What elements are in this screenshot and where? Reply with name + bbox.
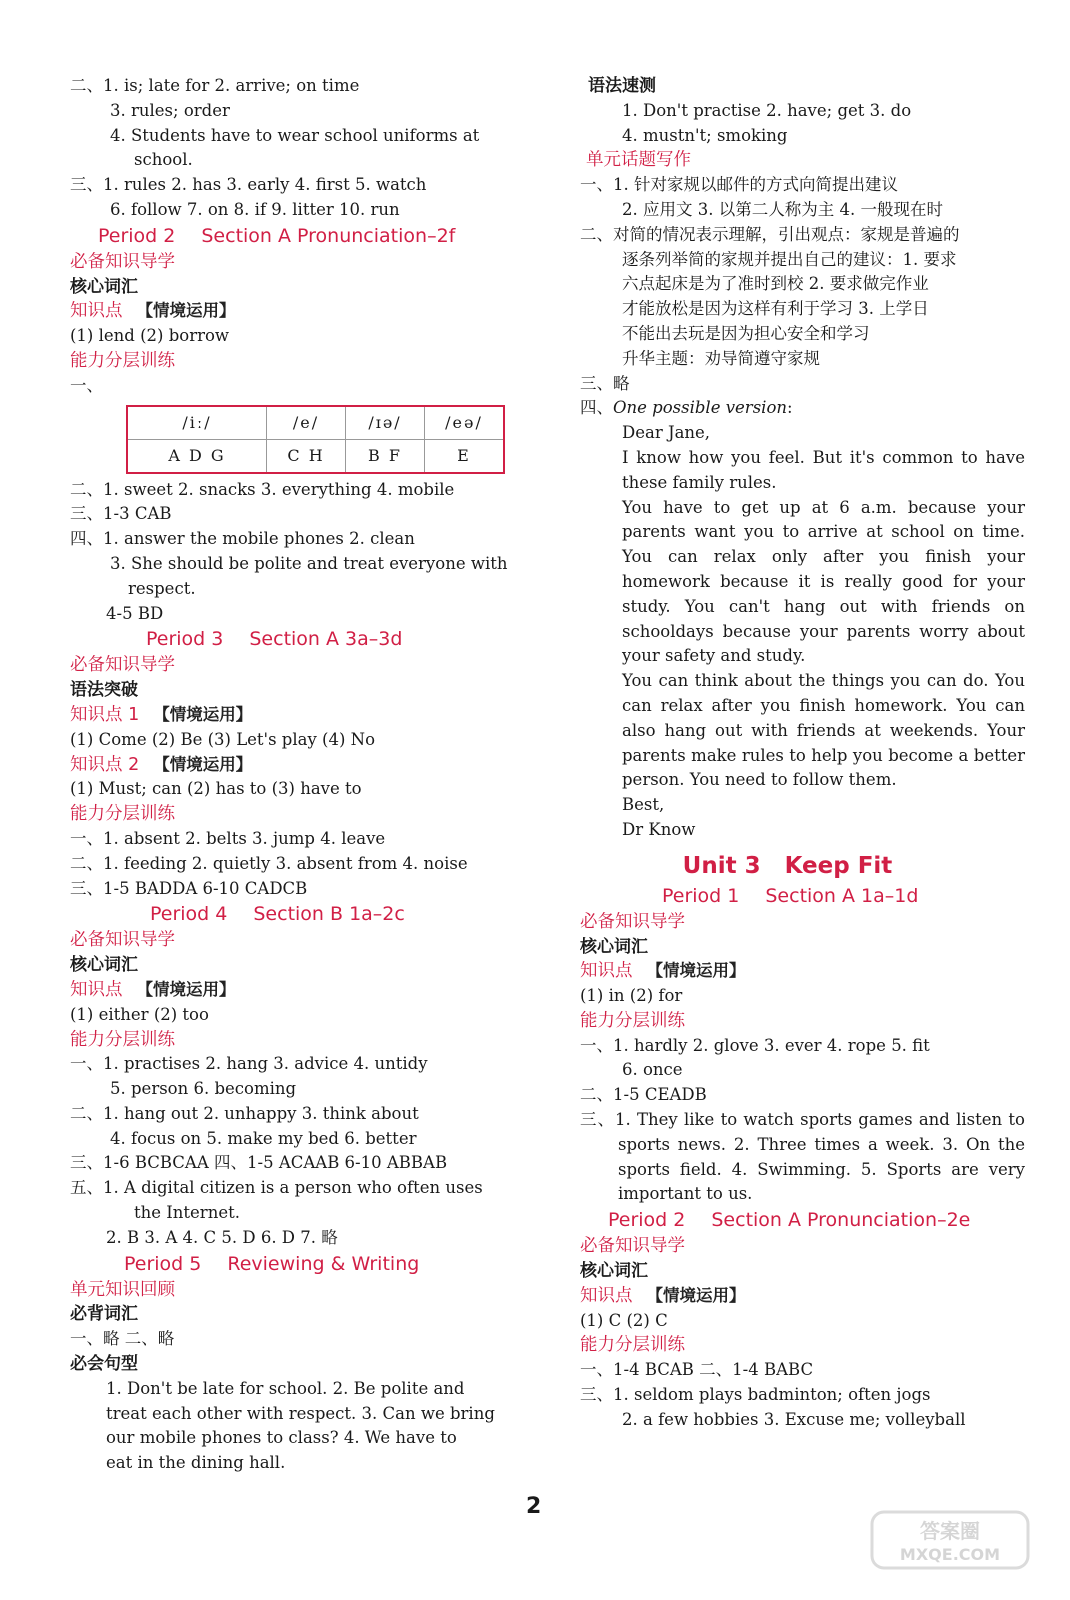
answer-line: 三、1-5 BADDA 6-10 CADCB bbox=[70, 878, 308, 898]
knowledge-point: 知识点 【情境运用】 bbox=[580, 961, 746, 982]
answer-line: 4-5 BD bbox=[106, 603, 164, 623]
answer-line: 二、1. feeding 2. quietly 3. absent from 4. noise bbox=[70, 853, 468, 873]
subsection-heading: 必背词汇 bbox=[70, 1304, 138, 1325]
answer-line: our mobile phones to class? 4. We have to bbox=[106, 1428, 457, 1448]
subsection-heading: 语法速测 bbox=[588, 76, 656, 96]
answer-line: respect. bbox=[128, 578, 196, 598]
answer-line: 4. focus on 5. make my bed 6. better bbox=[110, 1128, 417, 1148]
answer-line: 2. a few hobbies 3. Excuse me; volleyball bbox=[622, 1409, 966, 1429]
section-heading: 必备知识导学 bbox=[70, 930, 175, 951]
period-heading: Period 5 Reviewing & Writing bbox=[124, 1252, 420, 1275]
page-number: 2 bbox=[526, 1494, 542, 1519]
subsection-heading: 核心词汇 bbox=[580, 936, 648, 957]
section-heading: 能力分层训练 bbox=[580, 1010, 685, 1031]
answer-line: (1) C (2) C bbox=[580, 1310, 668, 1330]
answer-line: 3. rules; order bbox=[110, 100, 230, 120]
letter-paragraph: You have to get up at 6 a.m. because your parents want you to arrive at school on time. You can relax only after you finish your homework because it is really good for your study. You can't hang out with friends on schooldays because your parents worry about your safety and study. bbox=[622, 497, 1025, 666]
knowledge-point: 知识点 【情境运用】 bbox=[580, 1285, 746, 1306]
answer-line: 三、1. rules 2. has 3. early 4. first 5. watch bbox=[70, 175, 427, 195]
answer-line: (1) in (2) for bbox=[580, 986, 683, 1006]
section-heading: 能力分层训练 bbox=[70, 1029, 175, 1050]
period-heading: Period 1 Section A 1a–1d bbox=[662, 884, 919, 907]
answer-line: 一、1. hardly 2. glove 3. ever 4. rope 5. fit bbox=[580, 1035, 930, 1055]
svg-text:答案圈: 答案圈 bbox=[920, 1519, 980, 1543]
answer-line: (1) Must; can (2) has to (3) have to bbox=[70, 779, 362, 799]
writing-point: 二、对简的情况表示理解，引出观点：家规是普遍的 bbox=[580, 224, 960, 244]
answer-line: 1. Don't be late for school. 2. Be polite and bbox=[106, 1378, 465, 1398]
writing-point: 逐条列举简的家规并提出自己的建议：1. 要求 bbox=[622, 249, 957, 269]
left-column bbox=[70, 74, 510, 1476]
table-header: /eə/ bbox=[425, 406, 505, 440]
answer-line: 二、1. sweet 2. snacks 3. everything 4. mobile bbox=[70, 479, 455, 499]
answer-line: 三、1. seldom plays badminton; often jogs bbox=[580, 1385, 931, 1405]
subsection-heading: 必会句型 bbox=[70, 1354, 138, 1375]
period-heading: Period 2 Section A Pronunciation–2e bbox=[608, 1209, 971, 1232]
writing-point: 才能放松是因为这样有利于学习 3. 上学日 bbox=[622, 299, 929, 319]
table-header: /ɪə/ bbox=[346, 406, 425, 440]
answer-line: 三、1-3 CAB bbox=[70, 504, 172, 524]
answer-line: 四、1. answer the mobile phones 2. clean bbox=[70, 529, 415, 549]
table-row bbox=[127, 439, 504, 473]
answer-line: 一、 bbox=[70, 375, 103, 395]
answer-line: 一、1-4 BCAB 二、1-4 BABC bbox=[580, 1360, 814, 1380]
answer-line: 4. mustn't; smoking bbox=[622, 125, 788, 145]
writing-point: 不能出去玩是因为担心安全和学习 bbox=[622, 323, 870, 343]
table-cell: A D G bbox=[127, 439, 267, 473]
answer-line: 3. She should be polite and treat everyone with bbox=[110, 553, 508, 573]
table-header: /iː/ bbox=[127, 406, 267, 440]
period-heading: Period 4 Section B 1a–2c bbox=[150, 903, 405, 926]
writing-point: 2. 应用文 3. 以第二人称为主 4. 一般现在时 bbox=[622, 199, 943, 219]
answer-line: eat in the dining hall. bbox=[106, 1453, 286, 1473]
answer-line: 2. B 3. A 4. C 5. D 6. D 7. 略 bbox=[106, 1227, 338, 1247]
answer-line: school. bbox=[134, 150, 193, 170]
section-heading: 能力分层训练 bbox=[580, 1335, 685, 1356]
subsection-heading: 核心词汇 bbox=[70, 276, 138, 297]
table-cell: C H bbox=[267, 439, 346, 473]
answer-line: (1) either (2) too bbox=[70, 1004, 209, 1024]
answer-line: 三、1. They like to watch sports games and listen to sports news. 2. Three times a week. 3. On the sports field. 4. Swimming. 5. Sports are very important to us. bbox=[580, 1110, 1025, 1204]
table-header-row bbox=[127, 406, 504, 440]
section-heading: 能力分层训练 bbox=[70, 350, 175, 371]
section-heading: 能力分层训练 bbox=[70, 804, 175, 825]
writing-point: 升华主题：劝导简遵守家规 bbox=[622, 348, 820, 368]
unit-title: Unit 3 Keep Fit bbox=[682, 852, 893, 879]
subsection-heading: 核心词汇 bbox=[70, 955, 138, 976]
section-heading: 必备知识导学 bbox=[70, 251, 175, 272]
period-heading: Period 2 Section A Pronunciation–2f bbox=[98, 224, 456, 247]
answer-line: 一、略 二、略 bbox=[70, 1329, 175, 1349]
answer-line: 5. person 6. becoming bbox=[110, 1079, 297, 1099]
answer-line: 6. once bbox=[622, 1060, 683, 1080]
knowledge-point: 知识点 2 【情境运用】 bbox=[70, 754, 253, 775]
phonetics-table bbox=[126, 405, 505, 474]
section-heading: 单元话题写作 bbox=[586, 150, 691, 171]
answer-line: (1) Come (2) Be (3) Let's play (4) No bbox=[70, 729, 376, 749]
writing-point: 六点起床是为了准时到校 2. 要求做完作业 bbox=[622, 274, 929, 294]
section-heading: 必备知识导学 bbox=[70, 655, 175, 676]
section-heading: 单元知识回顾 bbox=[70, 1279, 175, 1300]
answer-line: the Internet. bbox=[134, 1203, 240, 1223]
answer-line: 6. follow 7. on 8. if 9. litter 10. run bbox=[110, 199, 400, 219]
letter-greeting: Dear Jane, bbox=[622, 423, 711, 443]
section-heading: 必备知识导学 bbox=[580, 1236, 685, 1257]
table-cell: E bbox=[425, 439, 505, 473]
answer-line: 一、1. absent 2. belts 3. jump 4. leave bbox=[70, 828, 386, 848]
letter-closing: Best, bbox=[622, 795, 665, 815]
answer-line: 三、1-6 BCBCAA 四、1-5 ACAAB 6-10 ABBAB bbox=[70, 1153, 448, 1173]
answer-line: 二、1. is; late for 2. arrive; on time bbox=[70, 76, 360, 95]
right-column bbox=[580, 74, 1025, 1433]
letter-signature: Dr Know bbox=[622, 819, 696, 839]
answer-line: 五、1. A digital citizen is a person who often uses bbox=[70, 1178, 483, 1198]
answer-line: 一、1. practises 2. hang 3. advice 4. untidy bbox=[70, 1054, 428, 1074]
subsection-heading: 语法突破 bbox=[70, 680, 138, 701]
watermark-logo bbox=[870, 1508, 1030, 1572]
answer-line: treat each other with respect. 3. Can we bring bbox=[106, 1403, 495, 1423]
section-heading: 必备知识导学 bbox=[580, 911, 685, 932]
writing-point: 三、略 bbox=[580, 373, 630, 393]
subsection-heading: 核心词汇 bbox=[580, 1261, 648, 1282]
letter-paragraph: I know how you feel. But it's common to have these family rules. bbox=[622, 447, 1025, 492]
writing-point: 一、1. 针对家规以邮件的方式向简提出建议 bbox=[580, 175, 898, 195]
knowledge-point: 知识点 【情境运用】 bbox=[70, 301, 236, 322]
svg-text:MXQE.COM: MXQE.COM bbox=[899, 1545, 1001, 1564]
letter-paragraph: You can think about the things you can do. You can relax after you finish homework. You can also hang out with friends at weekends. Your parents make rules to help you become a better person. You need to follow them. bbox=[622, 671, 1025, 790]
answer-line: 二、1-5 CEADB bbox=[580, 1085, 707, 1105]
table-header: /e/ bbox=[267, 406, 346, 440]
answer-line: 1. Don't practise 2. have; get 3. do bbox=[622, 100, 912, 120]
period-heading: Period 3 Section A 3a–3d bbox=[146, 628, 403, 651]
answer-line: 4. Students have to wear school uniforms at bbox=[110, 125, 480, 145]
sample-heading: 四、One possible version: bbox=[580, 398, 793, 418]
answer-line: 二、1. hang out 2. unhappy 3. think about bbox=[70, 1103, 419, 1123]
table-cell: B F bbox=[346, 439, 425, 473]
knowledge-point: 知识点 【情境运用】 bbox=[70, 979, 236, 1000]
answer-line: (1) lend (2) borrow bbox=[70, 326, 230, 346]
knowledge-point: 知识点 1 【情境运用】 bbox=[70, 704, 253, 725]
